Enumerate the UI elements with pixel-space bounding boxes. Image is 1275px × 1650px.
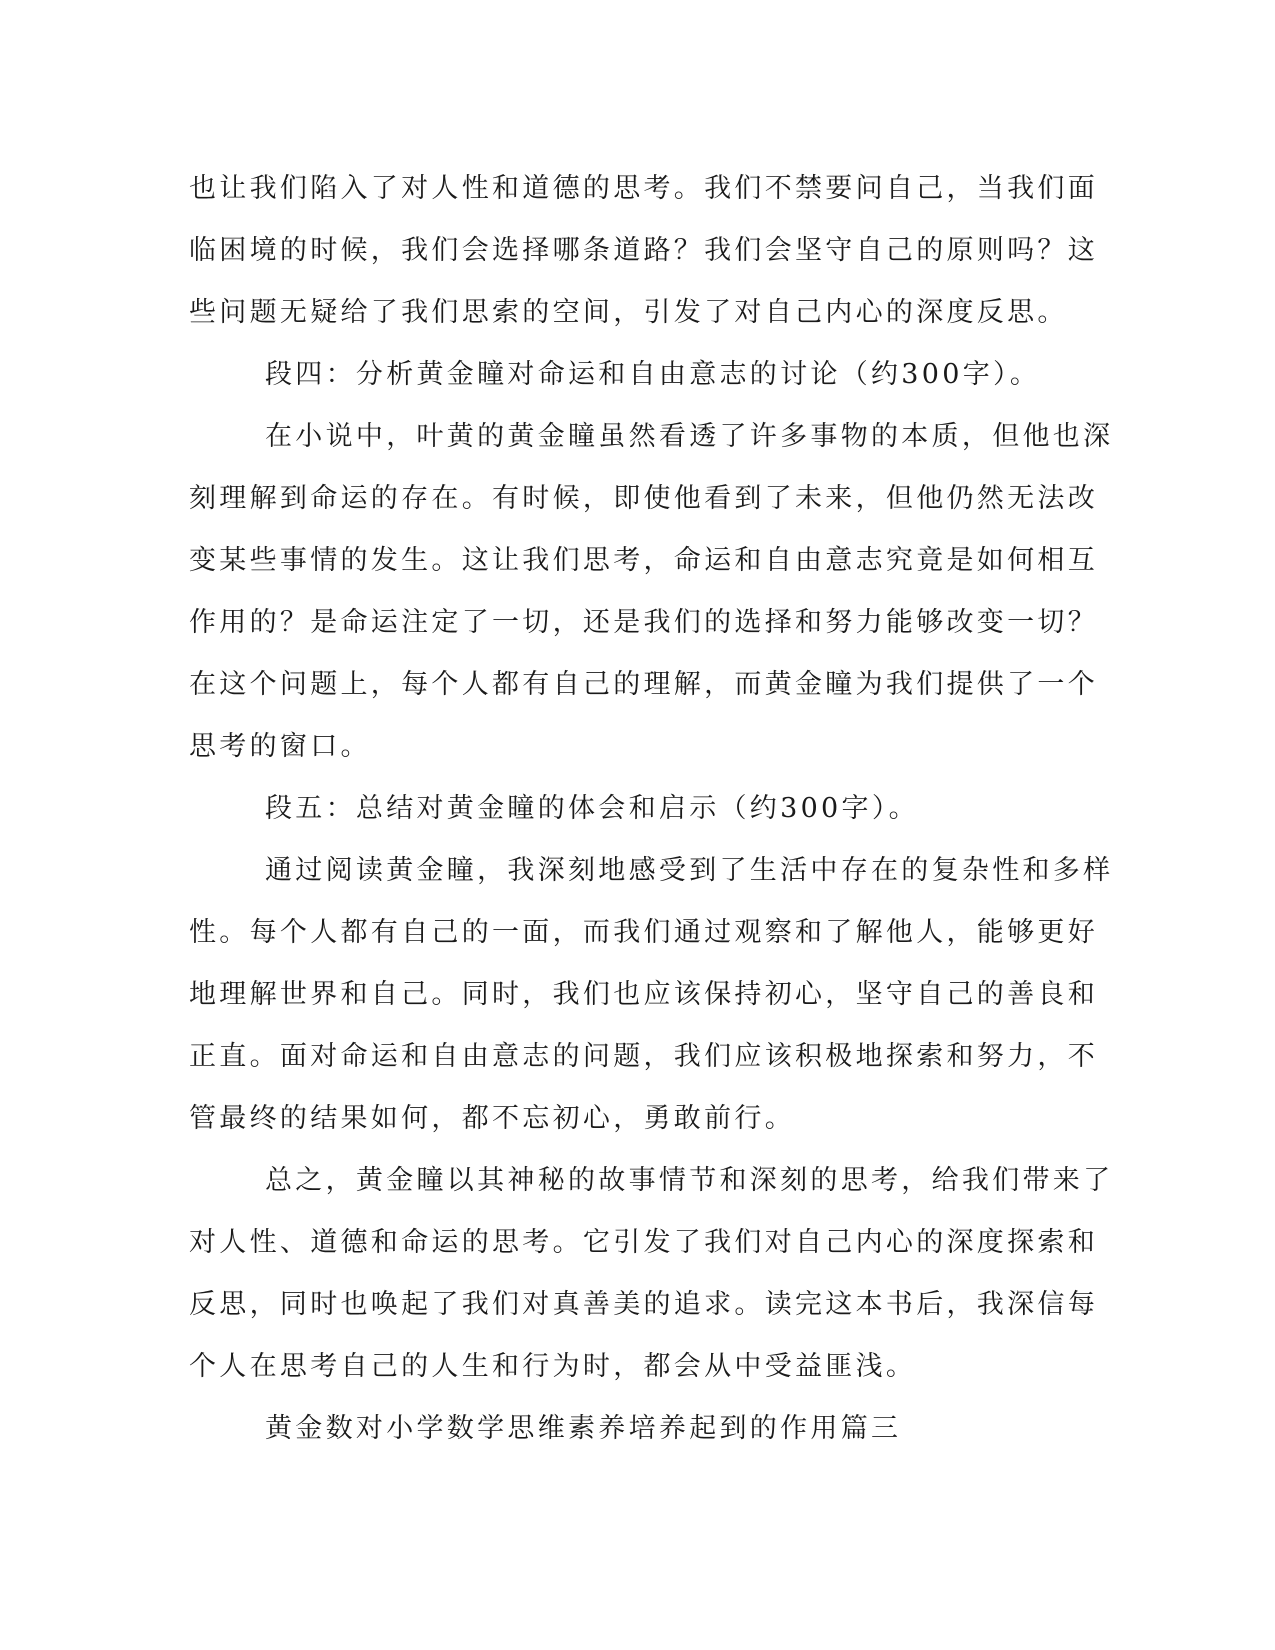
text-line: 在这个问题上，每个人都有自己的理解，而黄金瞳为我们提供了一个 [189, 669, 1098, 700]
text-line: 总之，黄金瞳以其神秘的故事情节和深刻的思考，给我们带来了 [265, 1165, 1114, 1196]
text-line: 正直。面对命运和自由意志的问题，我们应该积极地探索和努力，不 [189, 1041, 1098, 1072]
text-line: 些问题无疑给了我们思索的空间，引发了对自己内心的深度反思。 [189, 297, 1068, 328]
section-heading: 段五：总结对黄金瞳的体会和启示（约300字）。 [265, 793, 919, 824]
text-line: 地理解世界和自己。同时，我们也应该保持初心，坚守自己的善良和 [189, 979, 1098, 1010]
text-line: 变某些事情的发生。这让我们思考，命运和自由意志究竟是如何相互 [189, 545, 1098, 576]
text-line: 临困境的时候，我们会选择哪条道路？我们会坚守自己的原则吗？这 [189, 235, 1098, 266]
text-line: 刻理解到命运的存在。有时候，即使他看到了未来，但他仍然无法改 [189, 483, 1098, 514]
text-line: 反思，同时也唤起了我们对真善美的追求。读完这本书后，我深信每 [189, 1289, 1098, 1320]
section-heading: 黄金数对小学数学思维素养培养起到的作用篇三 [265, 1413, 902, 1444]
text-line: 也让我们陷入了对人性和道德的思考。我们不禁要问自己，当我们面 [189, 173, 1098, 204]
text-line: 通过阅读黄金瞳，我深刻地感受到了生活中存在的复杂性和多样 [265, 855, 1114, 886]
text-line: 在小说中，叶黄的黄金瞳虽然看透了许多事物的本质，但他也深 [265, 421, 1114, 452]
text-line: 个人在思考自己的人生和行为时，都会从中受益匪浅。 [189, 1351, 917, 1382]
text-line: 对人性、道德和命运的思考。它引发了我们对自己内心的深度探索和 [189, 1227, 1098, 1258]
text-line: 作用的？是命运注定了一切，还是我们的选择和努力能够改变一切？ [189, 607, 1098, 638]
section-heading: 段四：分析黄金瞳对命运和自由意志的讨论（约300字）。 [265, 359, 1041, 390]
text-line: 性。每个人都有自己的一面，而我们通过观察和了解他人，能够更好 [189, 917, 1098, 948]
document-page [189, 158, 1114, 1460]
text-line: 管最终的结果如何，都不忘初心，勇敢前行。 [189, 1103, 795, 1134]
text-line: 思考的窗口。 [189, 731, 371, 762]
